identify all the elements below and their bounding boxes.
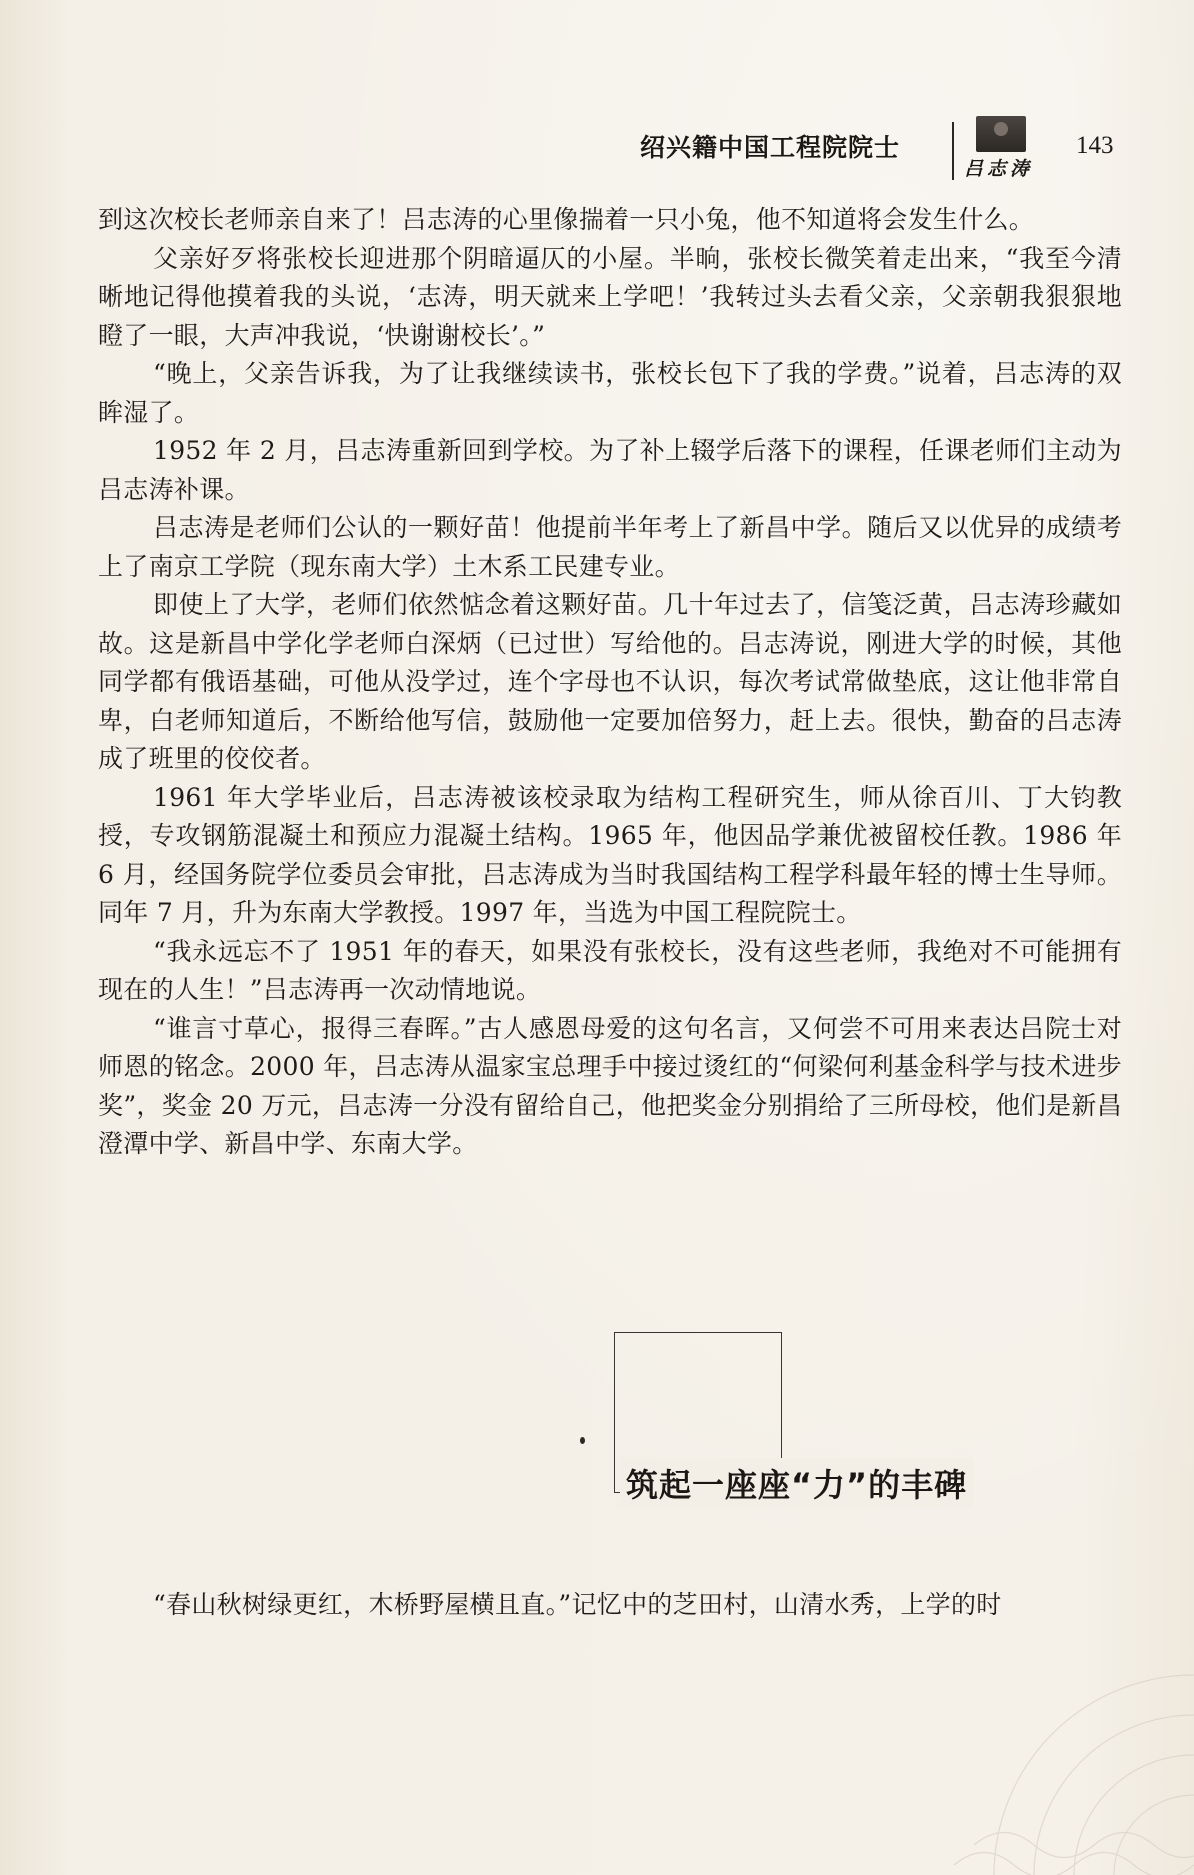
corner-wave-ornament: [894, 1575, 1194, 1875]
paragraph: 到这次校长老师亲自来了！吕志涛的心里像揣着一只小兔，他不知道将会发生什么。: [98, 205, 1035, 234]
paragraph: 1952 年 2 月，吕志涛重新回到学校。为了补上辍学后落下的课程，任课老师们主动为吕志涛补课。: [98, 436, 1122, 504]
badge-name: 吕志涛: [964, 158, 1034, 180]
paragraph: 吕志涛是老师们公认的一颗好苗！他提前半年考上了新昌中学。随后又以优异的成绩考上了南京工学院（现东南大学）土木系工民建专业。: [98, 513, 1122, 581]
body-text: [98, 201, 1122, 1164]
print-speck: [580, 1437, 585, 1444]
paragraph: “我永远忘不了 1951 年的春天，如果没有张校长，没有这些老师，我绝对不可能拥有现在的人生！”吕志涛再一次动情地说。: [98, 936, 1122, 1004]
header-divider: [952, 122, 954, 180]
paragraph: “晚上，父亲告诉我，为了让我继续读书，张校长包下了我的学费。”说着，吕志涛的双眸湿了。: [98, 359, 1122, 427]
paragraph: “谁言寸草心，报得三春晖。”古人感恩母爱的这句名言，又何尝不可用来表达吕院士对师恩的铭念。2000 年，吕志涛从温家宝总理手中接过烫红的“何梁何利基金科学与技术进步奖”，奖金 20 万元，吕志涛一分没有留给自己，他把奖金分别捐给了三所母校，他们是新昌澄潭中学、新昌中学、东南大学。: [98, 1013, 1122, 1158]
name-badge: [960, 116, 1044, 182]
section-heading: 筑起一座座“力”的丰碑: [620, 1458, 973, 1508]
paragraph: 1961 年大学毕业后，吕志涛被该校录取为结构工程研究生，师从徐百川、丁大钧教授，专攻钢筋混凝土和预应力混凝土结构。1965 年，他因品学兼优被留校任教。1986 年 6 月，经国务院学位委员会审批，吕志涛成为当时我国结构工程学科最年轻的博士生导师。同年 7 月，升为东南大学教授。1997 年，当选为中国工程院院士。: [98, 782, 1122, 927]
running-title: 绍兴籍中国工程院院士: [640, 133, 901, 162]
portrait-icon: [976, 116, 1026, 152]
paragraph: 即使上了大学，老师们依然惦念着这颗好苗。几十年过去了，信笺泛黄，吕志涛珍藏如故。这是新昌中学化学老师白深炳（已过世）写给他的。吕志涛说，刚进大学的时候，其他同学都有俄语基础，可他从没学过，连个字母也不认识，每次考试常做垫底，这让他非常自卑，白老师知道后，不断给他写信，鼓励他一定要加倍努力，赶上去。很快，勤奋的吕志涛成了班里的佼佼者。: [98, 590, 1122, 773]
paragraph: “春山秋树绿更红，木桥野屋横且直。”记忆中的芝田村，山清水秀，上学的时: [153, 1590, 1002, 1619]
page-number: 143: [1076, 132, 1114, 159]
paragraph: 父亲好歹将张校长迎进那个阴暗逼仄的小屋。半晌，张校长微笑着走出来，“我至今清晰地记得他摸着我的头说，‘志涛，明天就来上学吧！’我转过头去看父亲，父亲朝我狠狠地瞪了一眼，大声冲我说，‘快谢谢校长’。”: [98, 243, 1122, 350]
